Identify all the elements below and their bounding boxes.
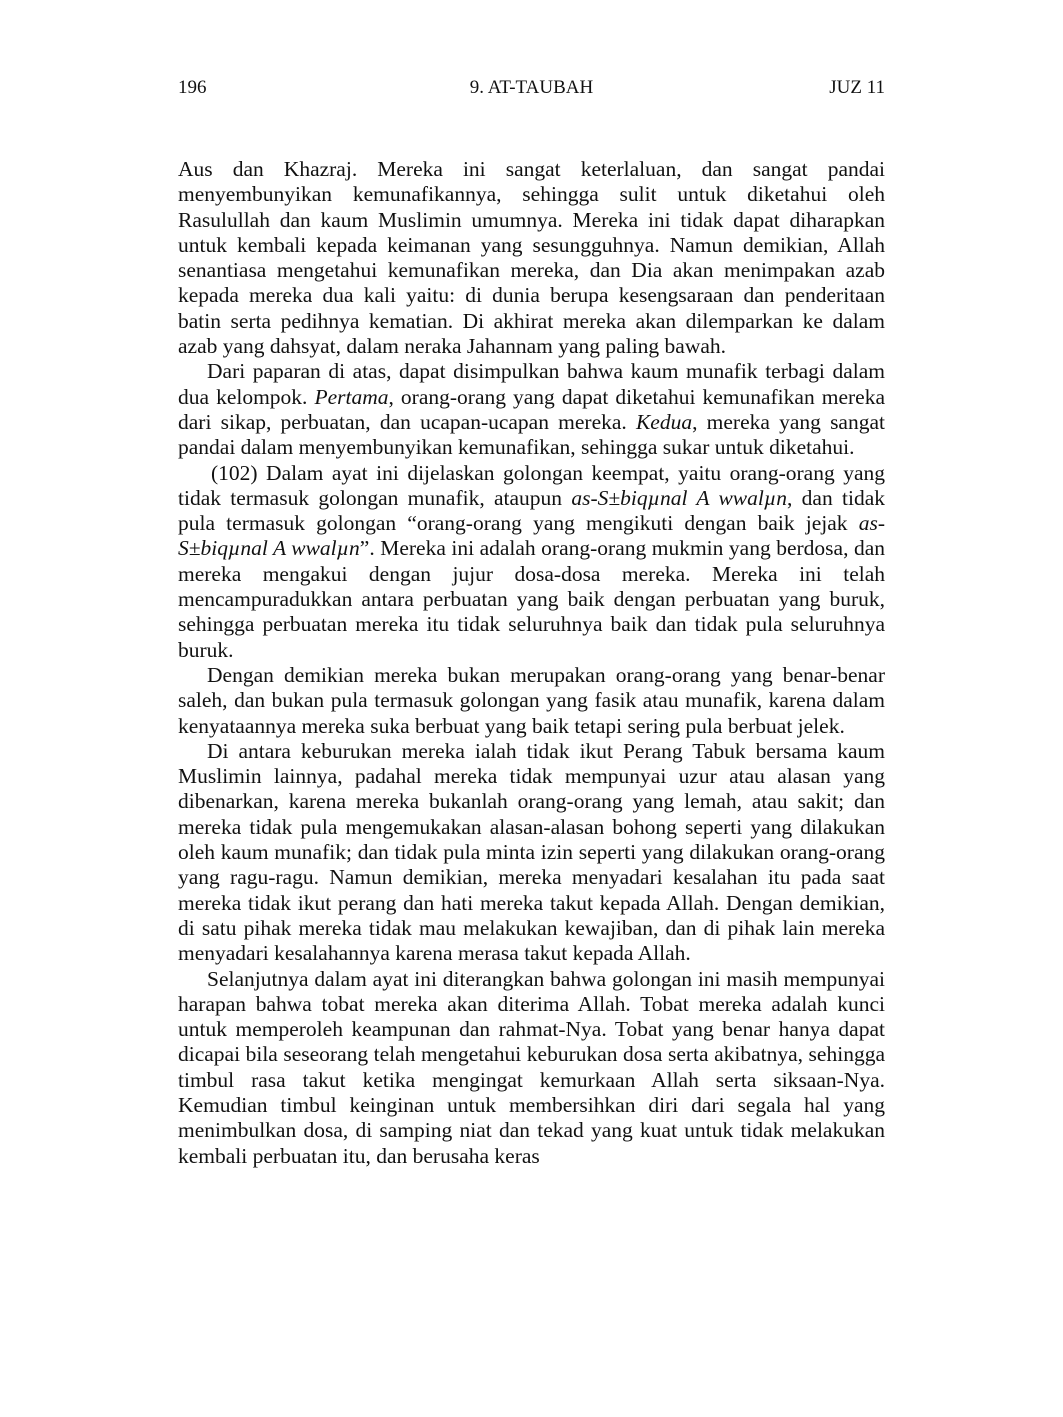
italic-term: Pertama [314,384,389,409]
text-run: Dari paparan di atas, dapat disimpulkan bahwa kaum munafik terbagi dalam dua kelompok. [178,359,885,409]
italic-term: as-S±biqµnal A wwalµn [571,485,787,510]
text-run: , dan tidak pula termasuk golongan “orang-orang yang mengikuti dengan baik jejak [178,485,885,536]
juz-label: JUZ 11 [829,77,885,98]
text-run: (102) Dalam ayat ini dijelaskan golongan keempat, yaitu orang-orang yang tidak termasuk golongan munafik, ataupun [178,460,885,510]
chapter-title: 9. AT-TAUBAH [469,77,594,98]
body-text [178,157,885,1169]
text-run: Dengan demikian mereka bukan merupakan orang-orang yang benar-benar saleh, dan bukan pula termasuk golongan yang fasik atau munafik, karena dalam kenyataannya mereka suka berbuat yang baik tetapi sering pula berbuat jelek. [178,662,885,738]
page-number: 196 [178,77,207,98]
text-run: , mereka yang sangat pandai dalam menyembunyikan kemunafikan, sehingga sukar untuk diketahui. [178,409,885,460]
text-run: Di antara keburukan mereka ialah tidak ikut Perang Tabuk bersama kaum Muslimin lainnya, padahal mereka tidak mempunyai uzur atau alasan yang dibenarkan, karena mereka bukanlah orang-orang yang lemah, atau sakit; dan mereka tidak pula mengemukakan alasan-alasan bohong seperti yang dilakukan oleh kaum munafik; dan tidak pula minta izin seperti yang dilakukan orang-orang yang ragu-ragu. Namun demikian, mereka menyadari kesalahan itu pada saat mereka tidak ikut perang dan hati mereka takut kepada Allah. Dengan demikian, di satu pihak mereka tidak mau melakukan kewajiban, dan di pihak lain mereka menyadari kesalahannya karena merasa takut kepada Allah. [178,738,885,966]
text-run: Selanjutnya dalam ayat ini diterangkan bahwa golongan ini masih mempunyai harapan bahwa tobat mereka akan diterima Allah. Tobat mereka adalah kunci untuk memperoleh keampunan dan rahmat-Nya. Tobat yang benar hanya dapat dicapai bila seseorang telah mengetahui keburukan dosa serta akibatnya, sehingga timbul rasa takut ketika mengingat kemurkaan Allah serta siksaan-Nya. Kemudian timbul keinginan untuk membersihkan diri dari segala hal yang menimbulkan dosa, di samping niat dan tekad yang kuat untuk tidak melakukan kembali perbuatan itu, dan berusaha keras [178,966,885,1168]
paragraph-3 [178,461,885,663]
text-run: Aus dan Khazraj. Mereka ini sangat keterlaluan, dan sangat pandai menyembunyikan kemunafikannya, sehingga sulit untuk diketahui oleh Rasulullah dan kaum Muslimin umumnya. Mereka ini tidak dapat diharapkan untuk kembali kepada keimanan yang sesungguhnya. Namun demikian, Allah senantiasa mengetahui kemunafikan mereka, dan Dia akan menimpakan azab kepada mereka dua kali yaitu: di dunia berupa kesengsaraan dan penderitaan batin serta pedihnya kematian. Di akhirat mereka akan dilemparkan ke dalam azab yang dahsyat, dalam neraka Jahannam yang paling bawah. [178,157,885,359]
text-run: ”. Mereka ini adalah orang-orang mukmin yang berdosa, dan mereka mengakui dengan jujur dosa-dosa mereka. Mereka ini telah mencampuradukkan antara perbuatan yang baik dengan perbuatan yang buruk, sehingga perbuatan mereka itu tidak seluruhnya baik dan tidak pula seluruhnya buruk. [178,536,885,662]
paragraph-2 [178,359,885,460]
text-run: , orang-orang yang dapat diketahui kemunafikan mereka dari sikap, perbuatan, dan ucapan-ucapan mereka. [178,384,885,434]
italic-term: as-S±biqµnal A wwalµn [178,511,885,561]
paragraph-6 [178,967,885,1169]
paragraph-4 [178,663,885,739]
paragraph-5 [178,739,885,967]
paragraph-1 [178,157,885,359]
running-header [178,76,885,100]
italic-term: Kedua [635,409,693,434]
